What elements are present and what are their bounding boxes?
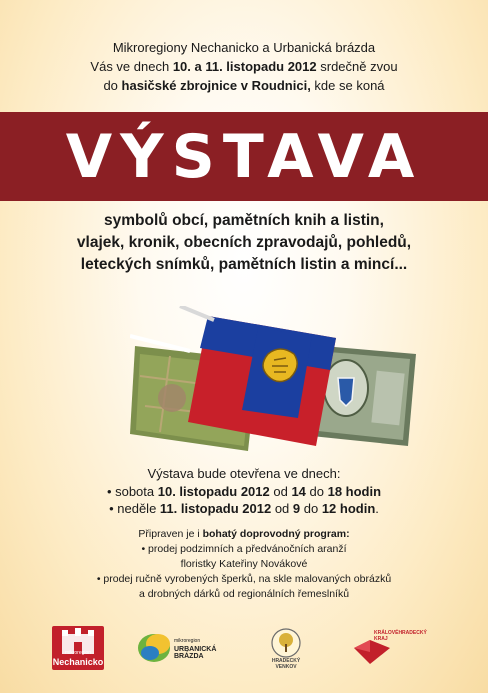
saturday-label: • sobota xyxy=(106,483,158,499)
sunday-from: 9 xyxy=(292,501,301,516)
urbanicka-brazda-icon xyxy=(136,628,176,668)
opening-saturday xyxy=(0,483,488,501)
saturday-from-label: od xyxy=(269,483,292,499)
opening-sunday xyxy=(0,500,488,518)
intro-line-1: Mikroregiony Nechanicko a Urbanická brázda xyxy=(112,40,376,55)
sunday-to-label: do xyxy=(300,501,322,516)
subjects-line-1: symbolů obcí, pamětních knih a listin, xyxy=(104,212,384,229)
program-item-1: • prodej podzimních a předvánočních aranží xyxy=(141,543,347,555)
sunday-to: 12 hodin xyxy=(321,501,376,516)
tree-icon xyxy=(268,628,304,658)
intro-line-2 xyxy=(0,57,488,76)
program-item-2-cont: a drobných dárků od regionálních řemeslníků xyxy=(138,588,350,600)
intro-text xyxy=(0,38,488,95)
intro-line-2-post: srdečně zvou xyxy=(316,59,398,74)
event-dates: 10. a 11. listopadu 2012 xyxy=(172,59,317,74)
kralovehradecky-kraj-logo xyxy=(352,628,432,668)
saturday-to-label: do xyxy=(305,483,328,499)
intro-line-3-post: kde se koná xyxy=(310,78,385,93)
title-banner xyxy=(0,112,488,201)
saturday-date: 10. listopadu 2012 xyxy=(157,483,270,499)
urbanicka-brazda-logo xyxy=(136,628,241,668)
opening-hours xyxy=(0,465,488,518)
program-item-2: • prodej ručně vyrobených šperků, na skle malovaných obrázků xyxy=(96,573,392,585)
urbanicka-brazda-line1: mikroregion xyxy=(174,638,201,644)
hradecky-venkov-label: HRADECKÝ VENKOV xyxy=(271,658,301,670)
program-heading-bold: bohatý doprovodný program: xyxy=(202,528,350,540)
accompanying-program xyxy=(0,527,488,602)
program-item-1-cont: floristky Kateřiny Novákové xyxy=(180,558,308,570)
urbanicka-brazda-line2: URBANICKÁ BRÁZDA xyxy=(174,646,217,660)
hradecky-venkov-logo xyxy=(268,628,304,670)
intro-line-2-pre: Vás ve dnech xyxy=(90,59,173,74)
saturday-from: 14 xyxy=(291,483,306,499)
subjects-line-2: vlajek, kronik, obecních zpravodajů, pohledů, xyxy=(76,234,412,251)
sunday-label: • neděle xyxy=(109,501,160,516)
intro-line-3-pre: do xyxy=(103,78,122,93)
sunday-end: . xyxy=(375,501,379,516)
exhibit-illustration xyxy=(130,306,420,456)
sunday-from-label: od xyxy=(271,501,293,516)
program-heading-pre: Připraven je i xyxy=(138,528,203,540)
exhibit-subjects xyxy=(0,210,488,276)
sunday-date: 11. listopadu 2012 xyxy=(159,501,272,516)
nechanicko-logo xyxy=(52,626,104,670)
event-venue: hasičské zbrojnice v Roudnici, xyxy=(121,78,311,93)
intro-line-3 xyxy=(0,76,488,95)
nechanicko-logo-label: Nechanicko xyxy=(52,657,104,667)
page-title: VÝSTAVA xyxy=(65,121,423,192)
nechanicko-logo-sub: mikroregion xyxy=(64,650,92,656)
opening-heading: Výstava bude otevřena ve dnech: xyxy=(147,466,341,481)
program-heading xyxy=(0,527,488,542)
kralovehradecky-kraj-label: KRÁLOVÉHRADECKÝ KRAJ xyxy=(374,630,427,642)
subjects-line-3: leteckých snímků, pamětních listin a mincí... xyxy=(80,256,408,273)
saturday-to: 18 hodin xyxy=(327,483,382,499)
partner-logos xyxy=(0,622,488,672)
